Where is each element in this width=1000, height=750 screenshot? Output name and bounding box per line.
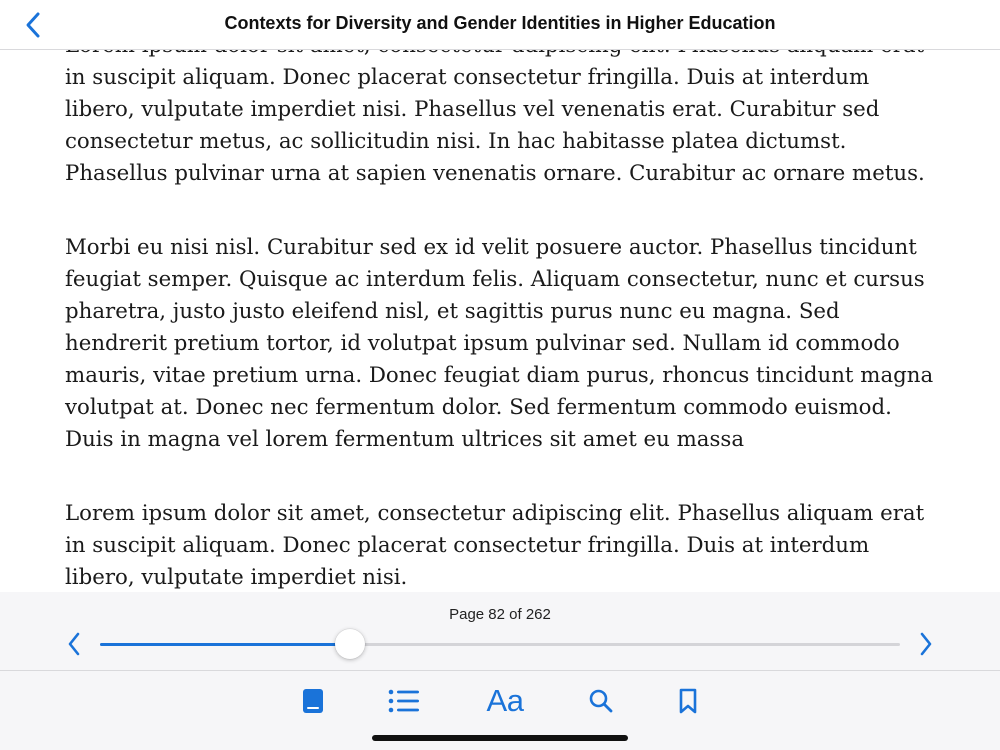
chevron-right-icon <box>918 631 934 657</box>
page-indicator: Page 82 of 262 <box>449 606 551 623</box>
paragraph: Morbi eu nisi nisl. Curabitur sed ex id velit posuere auctor. Phasellus tincidunt feugiat semper. Quisque ac interdum felis. Aliquam consectetur, nunc et cursus pharetra, justo justo eleifend nisl, et sagittis purus nunc eu magna. Sed hendrerit pretium tortor, id volutpat ipsum pulvinar sed. Nullam id commodo mauris, vitae pretium urna. Donec feugiat diam purus, rhoncus tincidunt magna volutpat at. Donec nec fermentum dolor. Sed fermentum commodo euismod. Duis in magna vel lorem fermentum ultrices sit amet eu massa <box>65 235 934 452</box>
font-settings-label: Aa <box>486 683 524 718</box>
paragraph: in suscipit aliquam. Donec placerat consectetur fringilla. Duis at interdum libero, vulputate imperdiet nisi. Phasellus vel venenatis erat. Curabitur sed consectetur metus, ac sollicitudin nisi. In hac habitasse platea dictumst. Phasellus pulvinar urna at sapien venenatis ornare. Curabitur ac ornare metus. <box>65 65 925 186</box>
bookmark-button[interactable] <box>668 681 708 721</box>
library-button[interactable] <box>293 681 333 721</box>
page-slider[interactable] <box>100 643 900 647</box>
bookmark-icon <box>677 687 699 715</box>
slider-thumb[interactable] <box>335 629 365 659</box>
paragraph: Lorem ipsum dolor sit amet, consectetur adipiscing elit. Phasellus aliquam erat in suscipit aliquam. Donec placerat consectetur fringilla. Duis at interdum libero, vulputate imperdiet nisi. <box>65 501 925 590</box>
book-icon <box>301 688 325 714</box>
nav-header <box>0 0 1000 50</box>
table-of-contents-button[interactable] <box>384 681 424 721</box>
reader-toolbar <box>0 671 1000 731</box>
chevron-left-icon <box>66 631 82 657</box>
slider-progress <box>100 643 350 646</box>
home-indicator[interactable] <box>372 735 628 741</box>
search-icon <box>588 688 614 714</box>
next-page-button[interactable] <box>912 630 940 658</box>
reading-area[interactable] <box>0 50 1000 592</box>
bottom-bar <box>0 592 1000 750</box>
page-text <box>65 30 935 636</box>
previous-page-button[interactable] <box>60 630 88 658</box>
book-title: Contexts for Diversity and Gender Identities in Higher Education <box>224 13 776 33</box>
font-settings-button[interactable] <box>481 681 529 721</box>
list-icon <box>388 688 420 714</box>
search-button[interactable] <box>581 681 621 721</box>
